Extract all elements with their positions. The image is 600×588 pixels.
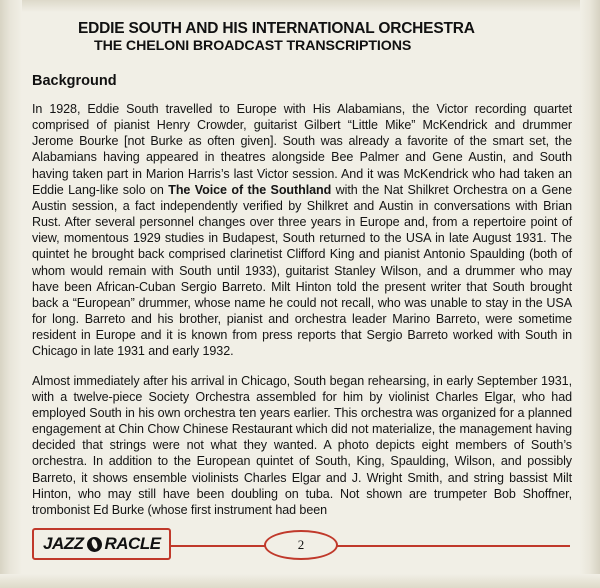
section-heading: Background xyxy=(32,72,117,89)
document-title: EDDIE SOUTH AND HIS INTERNATIONAL ORCHESTRA xyxy=(78,20,475,37)
paragraph-1: In 1928, Eddie South travelled to Europe with His Alabamians, the Victor recording quartet comprised of pianist Henry Crowder, guitarist Gilbert “Little Mike” McKendrick and drummer Jerome Bourke [not Burke as often given]. South was already a favorite of the smart set, the Alabamians having appeared in theatres alongside Bee Palmer and Gene Austin, and South having taken part in Marion Harris’s last Victor session. And it was McKendrick who had taken an Eddie Lang-like solo on The Voice of the Southland with the Nat Shilkret Orchestra on a Gene Austin session, a fact independently verified by Shilkret and Austin in conversations with Brian Rust. After several personnel changes over three years in Europe and, from a repertoire point of view, momentous 1929 studies in Budapest, South returned to the USA in late August 1931. The quintet he brought back comprised clarinetist Clifford King and pianist Antonio Spaulding (both of whom would remain with South until 1933), guitarist Stanley Wilson, and a drummer who may have been African-Cuban Sergio Barreto. Milt Hinton told the present writer that South brought back a “European” drummer, whose name he could not recall, who was unable to stay in the USA for long. Barreto and his brother, pianist and orchestra leader Marino Barreto, were sometime resident in Europe and it is known from press reports that Sergio Barreto worked with South in Chicago in late 1931 and early 1932. xyxy=(32,101,572,359)
page-footer xyxy=(32,528,570,562)
document-content xyxy=(32,20,572,531)
page-number-badge xyxy=(264,530,338,560)
paragraph-2: Almost immediately after his arrival in Chicago, South began rehearsing, in early September 1931, with a twelve-piece Society Orchestra assembled for him by violinist Charles Elgar, who had employed South in his own orchestra ten years earlier. This orchestra was organized for a planned engagement at Chin Chow Chinese Restaurant which did not materialize, the management having decided that strings were not what they wanted. A photo depicts eight members of South’s orchestra. In addition to the European quintet of South, King, Spaulding, Wilson, and possibly Barreto, it shows ensemble violinists Charles Elgar and J. Wright Smith, and string bassist Milt Hinton, who may still have been doubling on tuba. Not shown are trumpeter Bob Shoffner, trombonist Ed Burke (whose first instrument had been xyxy=(32,373,572,517)
page-number: 2 xyxy=(297,537,305,552)
emphasis-text: The Voice of the Southland xyxy=(168,182,332,197)
document-subtitle: THE CHELONI BROADCAST TRANSCRIPTIONS xyxy=(94,37,412,54)
logo-text-oracle: RACLE xyxy=(104,534,161,553)
page-edge-left xyxy=(0,0,22,588)
page-edge-right xyxy=(580,0,600,588)
title-block xyxy=(32,20,572,55)
jazz-oracle-logo xyxy=(32,528,171,560)
page-edge-top xyxy=(0,0,600,12)
page-edge-bottom xyxy=(0,574,600,588)
logo-text-jazz: JAZZ xyxy=(43,534,84,553)
oval-record-icon xyxy=(87,537,102,552)
